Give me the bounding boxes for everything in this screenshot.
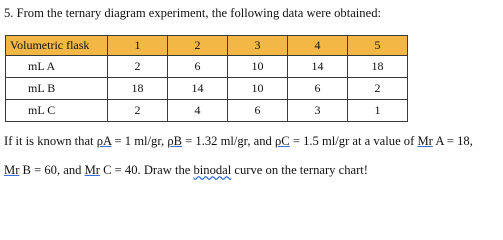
text-segment: B = 60, and	[19, 163, 85, 177]
table-cell: 4	[168, 100, 228, 122]
text-segment: = 1.5 ml/gr at a value of	[289, 134, 418, 148]
table-cell: 2	[108, 56, 168, 78]
table-cell: 14	[288, 56, 348, 78]
binodal-word: binodal	[193, 163, 232, 177]
molar-mass-b-symbol: Mr	[4, 163, 20, 177]
text-segment: = 1.32 ml/gr, and	[182, 134, 275, 148]
table-cell: 2	[108, 100, 168, 122]
table-cell: 10	[228, 56, 288, 78]
table-row	[6, 100, 408, 122]
table-cell: 6	[228, 100, 288, 122]
text-segment: A = 18,	[432, 134, 473, 148]
table-cell: 3	[288, 100, 348, 122]
row-label-cell: mL C	[6, 100, 108, 122]
table-header-row	[6, 36, 408, 56]
table-cell: 18	[348, 56, 408, 78]
text-segment: curve on the ternary chart!	[231, 163, 368, 177]
text-segment: = 1 ml/gr,	[111, 134, 168, 148]
molar-mass-c-symbol: Mr	[84, 163, 100, 177]
table-cell: 6	[288, 78, 348, 100]
table-cell: 14	[168, 78, 228, 100]
header-cell: 3	[228, 36, 288, 56]
question-heading: 5. From the ternary diagram experiment, the following data were obtained:	[4, 6, 381, 20]
header-cell: 4	[288, 36, 348, 56]
text-segment: If it is known that	[4, 134, 97, 148]
data-table	[5, 35, 408, 122]
header-cell: 5	[348, 36, 408, 56]
density-c-symbol: ρC	[275, 134, 290, 148]
table-cell: 6	[168, 56, 228, 78]
header-cell: 2	[168, 36, 228, 56]
paragraph-line-1	[4, 134, 473, 149]
table-cell: 18	[108, 78, 168, 100]
row-label-cell: mL B	[6, 78, 108, 100]
density-b-symbol: ρB	[167, 134, 182, 148]
header-cell: 1	[108, 36, 168, 56]
text-segment: C = 40. Draw the	[99, 163, 194, 177]
table-row	[6, 56, 408, 78]
table-cell: 2	[348, 78, 408, 100]
density-a-symbol: ρA	[96, 134, 112, 148]
molar-mass-a-symbol: Mr	[417, 134, 433, 148]
paragraph-line-2	[4, 163, 368, 178]
header-label-cell: Volumetric flask	[6, 36, 108, 56]
table-cell: 1	[348, 100, 408, 122]
table-cell: 10	[228, 78, 288, 100]
row-label-cell: mL A	[6, 56, 108, 78]
table-row	[6, 78, 408, 100]
